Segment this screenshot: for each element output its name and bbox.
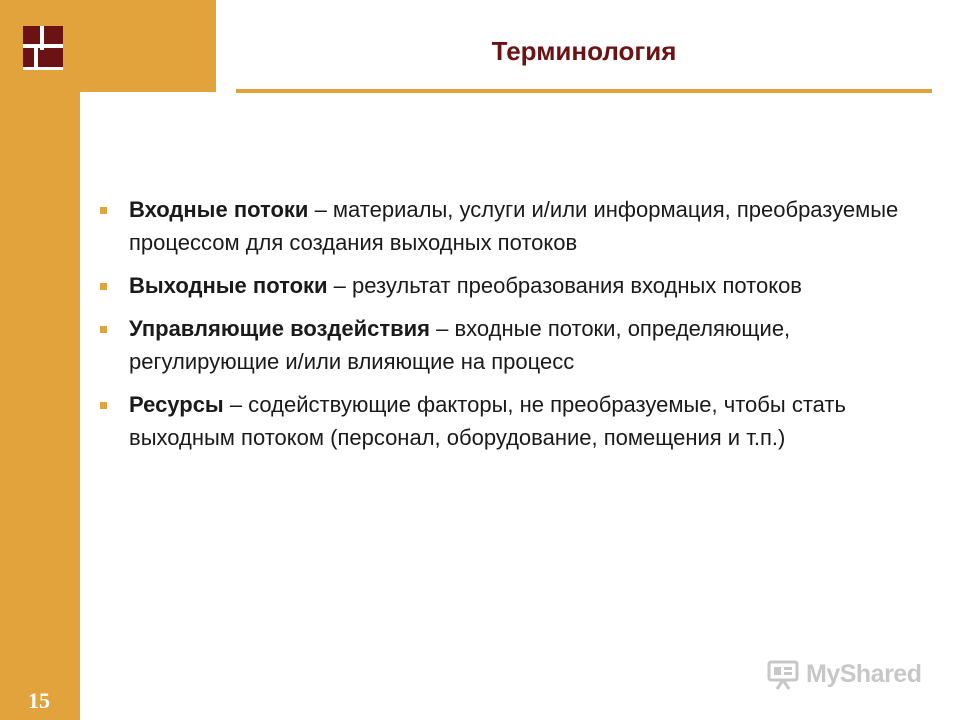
title-underline (236, 89, 932, 93)
list-item (100, 388, 900, 454)
term: Ресурсы (129, 392, 224, 417)
definition: – результат преобразования входных потоков (327, 273, 802, 298)
page-number: 15 (28, 688, 50, 713)
list-item (100, 312, 900, 378)
term: Входные потоки (129, 197, 309, 222)
square-bullet-icon (100, 326, 107, 333)
logo-icon (20, 22, 66, 72)
slide-title: Терминология (491, 36, 677, 66)
presentation-board-icon (766, 657, 800, 691)
square-bullet-icon (100, 207, 107, 214)
definition: – содействующие факторы, не преобразуемые, чтобы стать выходным потоком (персонал, оборудование, помещения и т.п.) (129, 392, 846, 450)
square-bullet-icon (100, 402, 107, 409)
list-item (100, 269, 900, 302)
term: Выходные потоки (129, 273, 328, 298)
term: Управляющие воздействия (129, 316, 431, 341)
definition: – материалы, услуги и/или информация, преобразуемые процессом для создания выходных потоков (129, 197, 899, 255)
left-accent-band (0, 0, 80, 720)
square-bullet-icon (100, 283, 107, 290)
watermark-text: MyShared (806, 659, 922, 688)
list-item (100, 193, 900, 259)
definition-list (100, 193, 900, 464)
definition: – входные потоки, определяющие, регулирующие и/или влияющие на процесс (129, 316, 791, 374)
watermark (766, 656, 921, 692)
